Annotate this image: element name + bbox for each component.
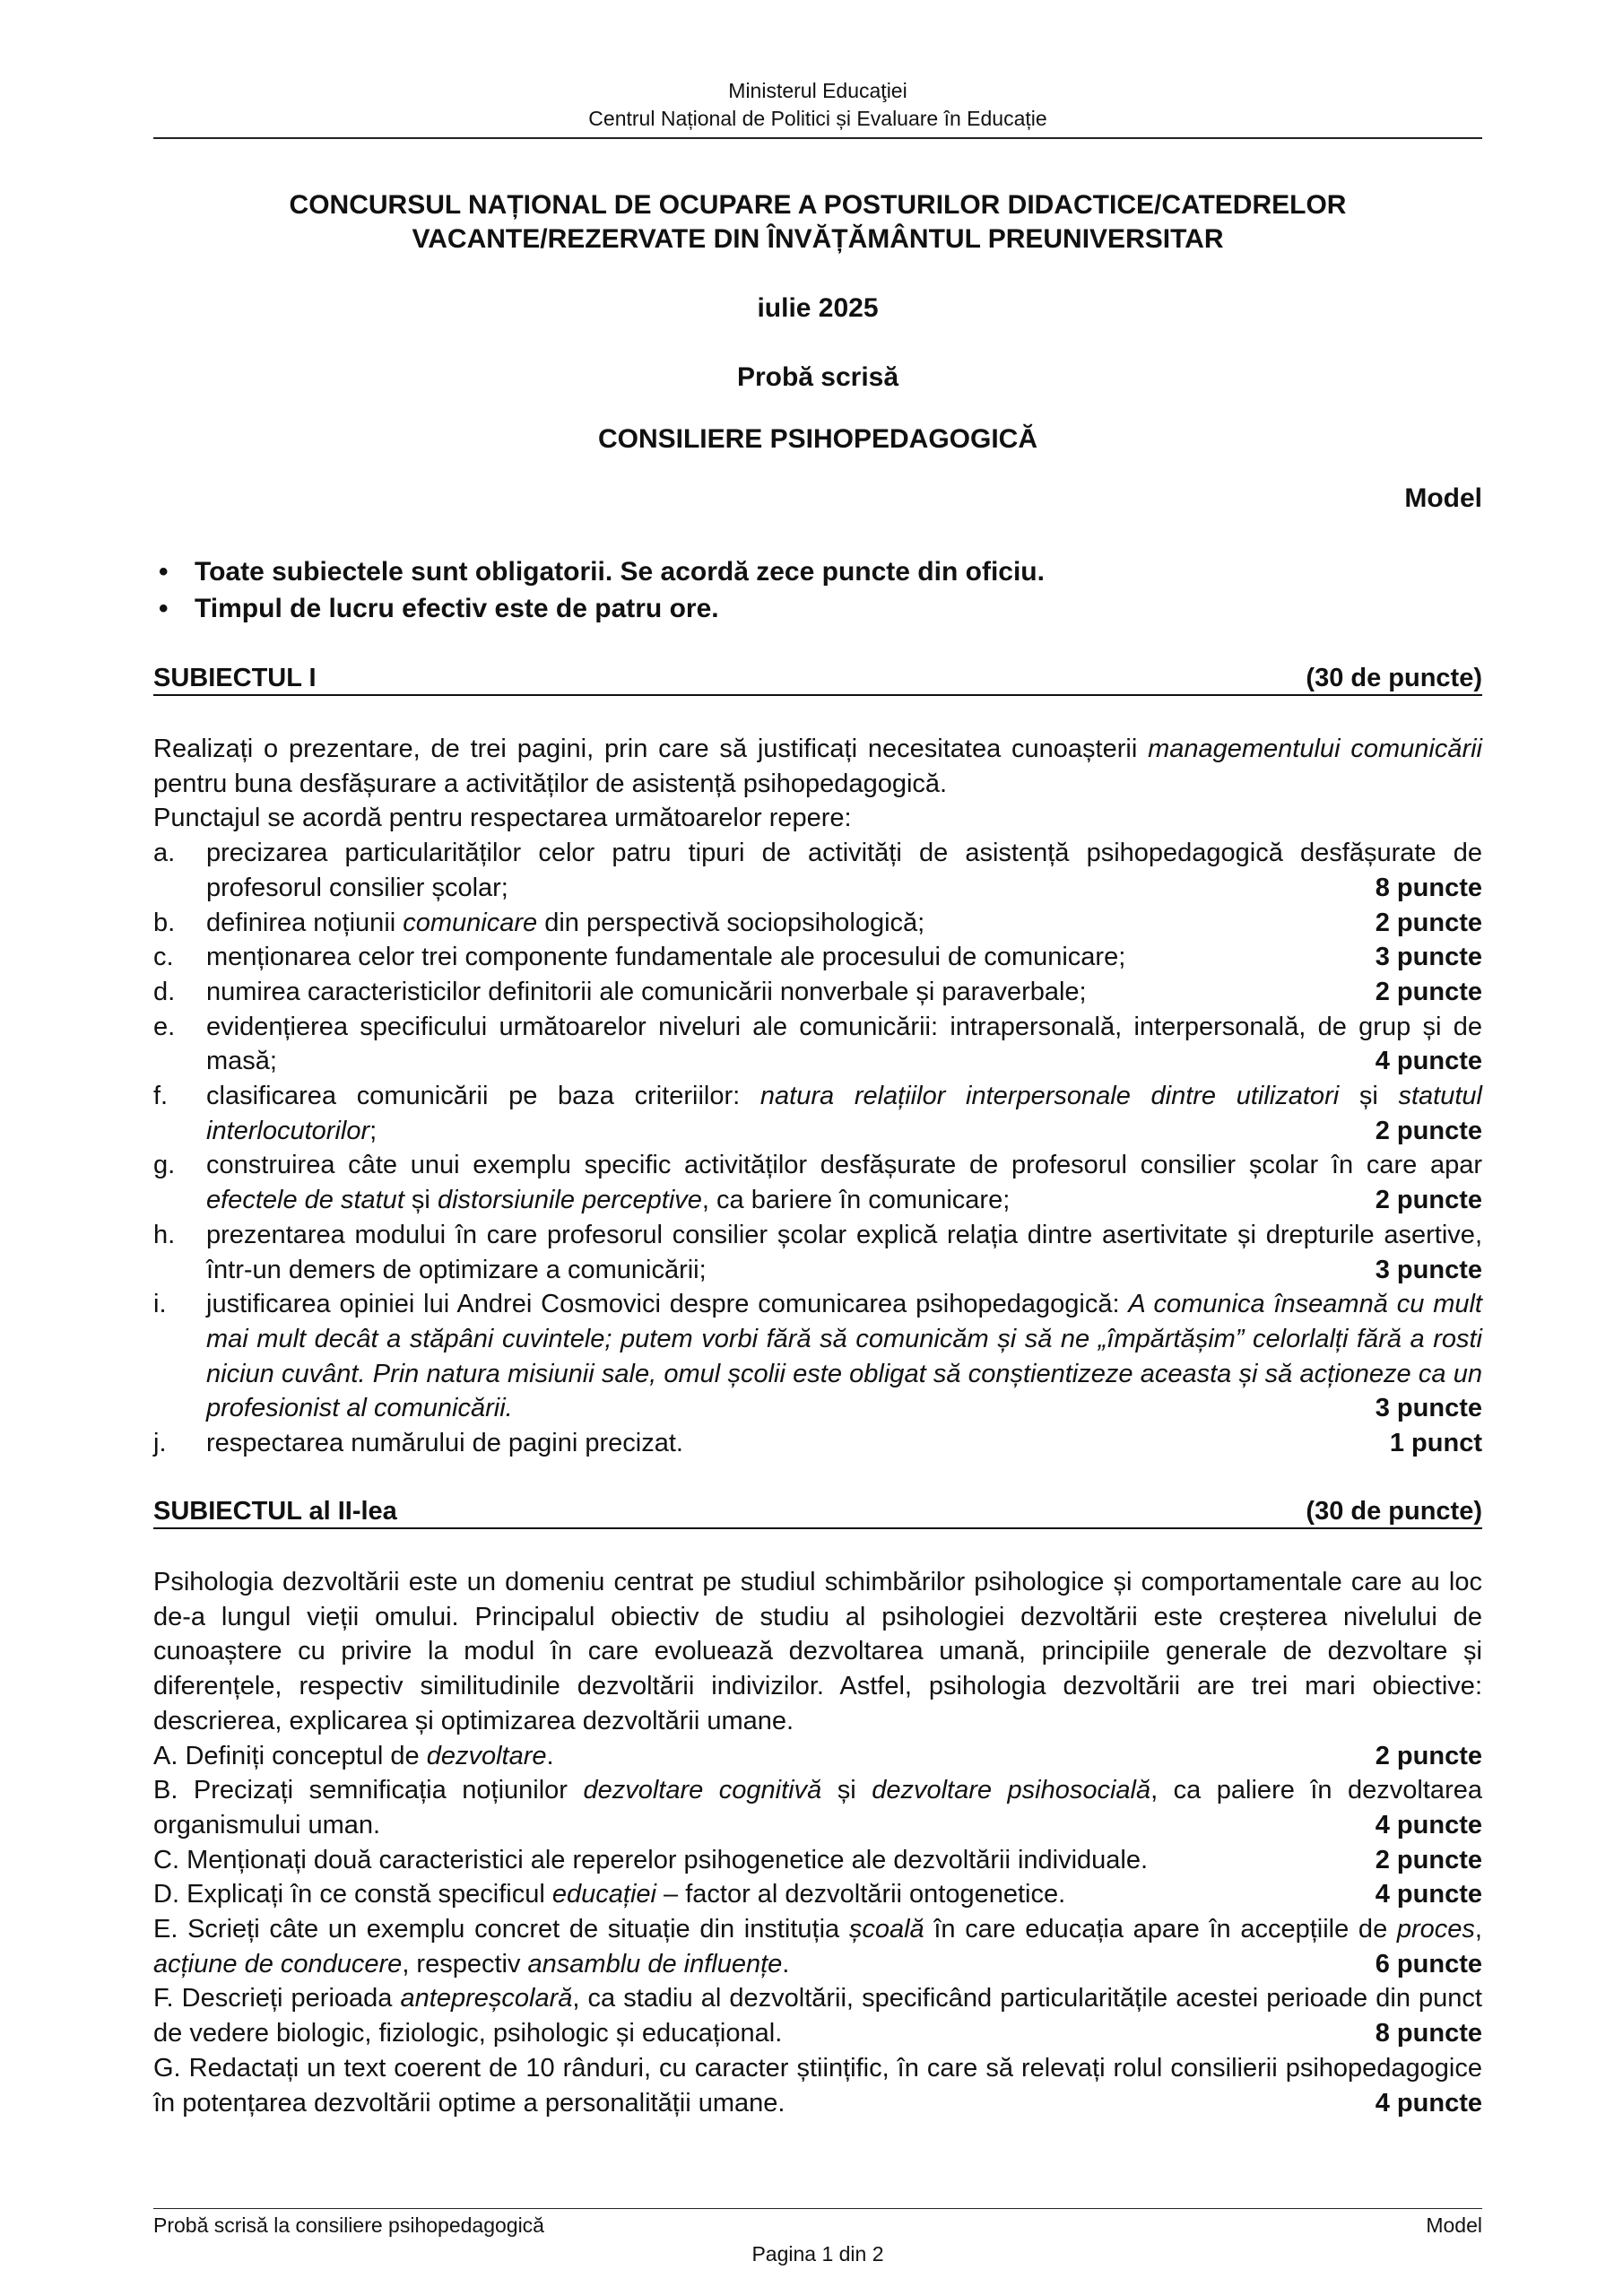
- requirement-item: [153, 1981, 1482, 2050]
- subject1-heading: [153, 662, 1482, 696]
- item-label: g.: [153, 1151, 176, 1180]
- item-points: 6 puncte: [1375, 1949, 1482, 1979]
- italic-term: natura relațiilor interpersonale dintre utilizatori: [759, 1082, 1340, 1111]
- text-segment: precizarea particularităților celor patru tipuri de activități de asistență psihopedagogică desfășurate de profesorul consilier școlar;: [206, 839, 1482, 902]
- footer-model: Model: [1426, 2213, 1482, 2237]
- subject1-title: SUBIECTUL I: [153, 664, 317, 692]
- text-segment: justificarea opiniei lui Andrei Cosmovici despre comunicarea psihopedagogică:: [206, 1290, 1129, 1319]
- requirement-item: [153, 975, 1482, 1010]
- text-segment: definirea noțiunii: [206, 908, 404, 937]
- italic-term: antepreșcolară: [400, 1984, 573, 2013]
- text-segment: Explicați în ce constă specificul: [187, 1880, 552, 1909]
- item-label: C.: [153, 1845, 179, 1874]
- italic-term: școală: [848, 1915, 924, 1944]
- text-segment: Redactați un text coerent de 10 rânduri, cu caracter științific, în care să relevați rolul consilierii psihopedagogice în potențarea dezvoltării optime a personalității umane.: [153, 2053, 1482, 2118]
- text-segment: , ca bariere în comunicare;: [701, 1186, 1011, 1215]
- exam-subject: CONSILIERE PSIHOPEDAGOGICĂ: [597, 424, 1038, 454]
- requirement-item: [153, 1218, 1482, 1287]
- text-segment: Definiți conceptul de: [185, 1741, 427, 1770]
- text-segment: în care educația apare în accepțiile de: [924, 1915, 1397, 1944]
- item-label: E.: [153, 1915, 178, 1944]
- exam-date: iulie 2025: [757, 293, 879, 323]
- italic-term: dezvoltare: [426, 1741, 547, 1770]
- item-label: h.: [153, 1220, 176, 1249]
- item-label: B.: [153, 1776, 178, 1805]
- requirement-item: [153, 1739, 1482, 1774]
- exam-title-line1: CONCURSUL NAȚIONAL DE OCUPARE A POSTURILOR DIDACTICE/CATEDRELOR: [289, 190, 1347, 220]
- subject1-intro: [153, 732, 1482, 801]
- item-points: 8 puncte: [1375, 2019, 1482, 2048]
- exam-title: [153, 188, 1482, 257]
- header-divider: [153, 137, 1482, 139]
- item-label: j.: [153, 1429, 167, 1458]
- italic-term: ansamblu de influențe: [527, 1949, 783, 1979]
- italic-term: A comunica înseamnă cu mult mai mult decât a stăpâni cuvintele; putem vorbi fără să comunicăm și să ne „împărtășim” celorlalți fără a rosti niciun cuvânt. Prin natura misiunii sale, omul școlii este obligat să conștientizeze aceasta și să acționeze ca un profesionist al comunicării.: [206, 1290, 1482, 1423]
- subject1-items: [153, 836, 1482, 1461]
- exam-title-line2: VACANTE/REZERVATE DIN ÎNVĂȚĂMÂNTUL PREUNIVERSITAR: [412, 224, 1224, 254]
- text-segment: din perspectivă sociopsihologică;: [537, 908, 925, 937]
- footer-exam: Probă scrisă la consiliere psihopedagogică: [153, 2213, 544, 2237]
- item-points: 2 puncte: [1375, 908, 1482, 937]
- subject2-items: [153, 1739, 1482, 2121]
- text-segment: .: [546, 1741, 554, 1770]
- item-points: 2 puncte: [1375, 1116, 1482, 1145]
- item-label: f.: [153, 1082, 169, 1111]
- item-points: 2 puncte: [1375, 1845, 1482, 1874]
- requirement-item: [153, 1079, 1482, 1148]
- text-segment: Precizați semnificația noțiunilor: [193, 1776, 584, 1805]
- model-label: Model: [1404, 483, 1482, 513]
- text-segment: respectarea numărului de pagini precizat.: [206, 1429, 683, 1458]
- text-segment: Scrieți câte un exemplu concret de situație din instituția: [187, 1915, 849, 1944]
- text-segment: , ca paliere în dezvoltarea organismului uman.: [153, 1776, 1482, 1839]
- subject2-heading: [153, 1495, 1482, 1529]
- item-label: e.: [153, 1012, 176, 1041]
- exam-type: Probă scrisă: [736, 362, 899, 392]
- item-label: c.: [153, 943, 174, 972]
- subject1-body: [153, 732, 1482, 1461]
- page-header: [153, 77, 1482, 133]
- text-segment: – factor al dezvoltării ontogenetice.: [655, 1880, 1066, 1909]
- item-points: 4 puncte: [1375, 1047, 1482, 1076]
- text-segment: numirea caracteristicilor definitorii ale comunicării nonverbale și paraverbale;: [206, 977, 1087, 1006]
- text-segment: clasificarea comunicării pe baza criteriilor:: [206, 1082, 760, 1111]
- item-label: b.: [153, 908, 176, 937]
- requirement-item: [153, 1843, 1482, 1878]
- text-segment: menționarea celor trei componente fundamentale ale procesului de comunicare;: [206, 943, 1126, 972]
- item-label: A.: [153, 1741, 178, 1770]
- requirement-item: [153, 1912, 1482, 1981]
- item-label: G.: [153, 2053, 181, 2083]
- rule-item: • Toate subiectele sunt obligatorii. Se acordă zece puncte din oficiu.: [153, 553, 1045, 590]
- subject1-criteria-intro: Punctajul se acordă pentru respectarea următoarelor repere:: [153, 804, 852, 833]
- item-points: 2 puncte: [1375, 977, 1482, 1006]
- center-name: Centrul Național de Politici și Evaluare în Educație: [588, 107, 1047, 130]
- italic-term: efectele de statut: [206, 1186, 404, 1215]
- italic-term: managementului comunicării: [1148, 735, 1482, 763]
- page-number: Pagina 1 din 2: [751, 2242, 884, 2266]
- item-points: 3 puncte: [1375, 1394, 1482, 1423]
- item-points: 3 puncte: [1375, 943, 1482, 972]
- requirement-item: [153, 2051, 1482, 2120]
- requirement-item: [153, 906, 1482, 941]
- text-segment: și: [1339, 1082, 1399, 1111]
- subject2-points: (30 de puncte): [1306, 1497, 1482, 1526]
- text-segment: Realizați o prezentare, de trei pagini, prin care să justificați necesitatea cunoașterii: [153, 735, 1149, 763]
- text-segment: ,: [1474, 1915, 1482, 1944]
- text-segment: și: [821, 1776, 872, 1805]
- text-segment: evidențierea specificului următoarelor niveluri ale comunicării: intrapersonală, interpersonală, de grup și de masă;: [206, 1012, 1482, 1076]
- item-label: i.: [153, 1290, 167, 1319]
- requirement-item: [153, 940, 1482, 975]
- item-points: 4 puncte: [1375, 1880, 1482, 1909]
- rule-item: • Timpul de lucru efectiv este de patru ore.: [153, 590, 1045, 627]
- italic-term: educației: [551, 1880, 656, 1909]
- text-segment: Psihologia dezvoltării este un domeniu centrat pe studiul schimbărilor psihologice și comportamentale care au loc de-a lungul vieții omului. Principalul obiectiv de studiu al psihologiei dezvoltării este creșterea nivelului de cunoaștere cu privire la modul în care evoluează dezvoltarea umană, principiile generale de dezvoltare și diferențele, respectiv similitudinile dezvoltării indivizilor. Astfel, psihologia dezvoltării are trei mari obiective: descrierea, explicarea și optimizarea dezvoltării umane.: [153, 1568, 1482, 1735]
- item-points: 4 puncte: [1375, 1810, 1482, 1839]
- requirement-item: [153, 1148, 1482, 1217]
- rules-list: [153, 553, 1045, 627]
- text-segment: Menționați două caracteristici ale reperelor psihogenetice ale dezvoltării individuale.: [187, 1845, 1149, 1874]
- item-label: F.: [153, 1984, 174, 2013]
- subject2-body: [153, 1565, 1482, 2120]
- requirement-item: [153, 836, 1482, 905]
- italic-term: proces: [1396, 1915, 1475, 1944]
- italic-term: comunicare: [403, 908, 538, 937]
- text-segment: pentru buna desfășurare a activităților de asistență psihopedagogică.: [153, 769, 948, 798]
- text-segment: construirea câte unui exemplu specific activităților desfășurate de profesorul consilier școlar în care apar: [206, 1151, 1482, 1180]
- italic-term: distorsiunile perceptive: [437, 1186, 702, 1215]
- item-label: a.: [153, 839, 176, 868]
- text-segment: .: [782, 1949, 790, 1979]
- item-points: 2 puncte: [1375, 1741, 1482, 1770]
- text-segment: , respectiv: [402, 1949, 528, 1979]
- item-points: 2 puncte: [1375, 1186, 1482, 1215]
- text-segment: , ca stadiu al dezvoltării, specificând particularitățile acestei perioade din punct de vedere biologic, fiziologic, psihologic și educațional.: [153, 1984, 1482, 2048]
- item-points: 1 punct: [1389, 1429, 1482, 1458]
- item-label: d.: [153, 977, 176, 1006]
- text-segment: și: [404, 1186, 438, 1215]
- subject2-intro: [153, 1565, 1482, 1739]
- italic-term: dezvoltare psihosocială: [872, 1776, 1151, 1805]
- item-points: 4 puncte: [1375, 2088, 1482, 2118]
- requirement-item: [153, 1877, 1482, 1912]
- requirement-item: [153, 1287, 1482, 1426]
- text-segment: Descrieți perioada: [181, 1984, 401, 2013]
- requirement-item: [153, 1773, 1482, 1842]
- subject1-points: (30 de puncte): [1306, 664, 1482, 692]
- italic-term: dezvoltare cognitivă: [583, 1776, 822, 1805]
- item-points: 8 puncte: [1375, 873, 1482, 902]
- requirement-item: [153, 1010, 1482, 1079]
- text-segment: prezentarea modului în care profesorul consilier școlar explică relația dintre asertivitate și drepturile asertive, într-un demers de optimizare a comunicării;: [206, 1220, 1482, 1284]
- footer-divider: [153, 2208, 1482, 2209]
- item-points: 3 puncte: [1375, 1255, 1482, 1284]
- text-segment: ;: [369, 1116, 378, 1145]
- italic-term: statutul interlocutorilor: [206, 1082, 1482, 1145]
- item-label: D.: [153, 1880, 179, 1909]
- subject2-title: SUBIECTUL al II-lea: [153, 1497, 397, 1526]
- ministry-name: Ministerul Educaţiei: [728, 79, 907, 102]
- requirement-item: [153, 1426, 1482, 1461]
- italic-term: acțiune de conducere: [153, 1949, 403, 1979]
